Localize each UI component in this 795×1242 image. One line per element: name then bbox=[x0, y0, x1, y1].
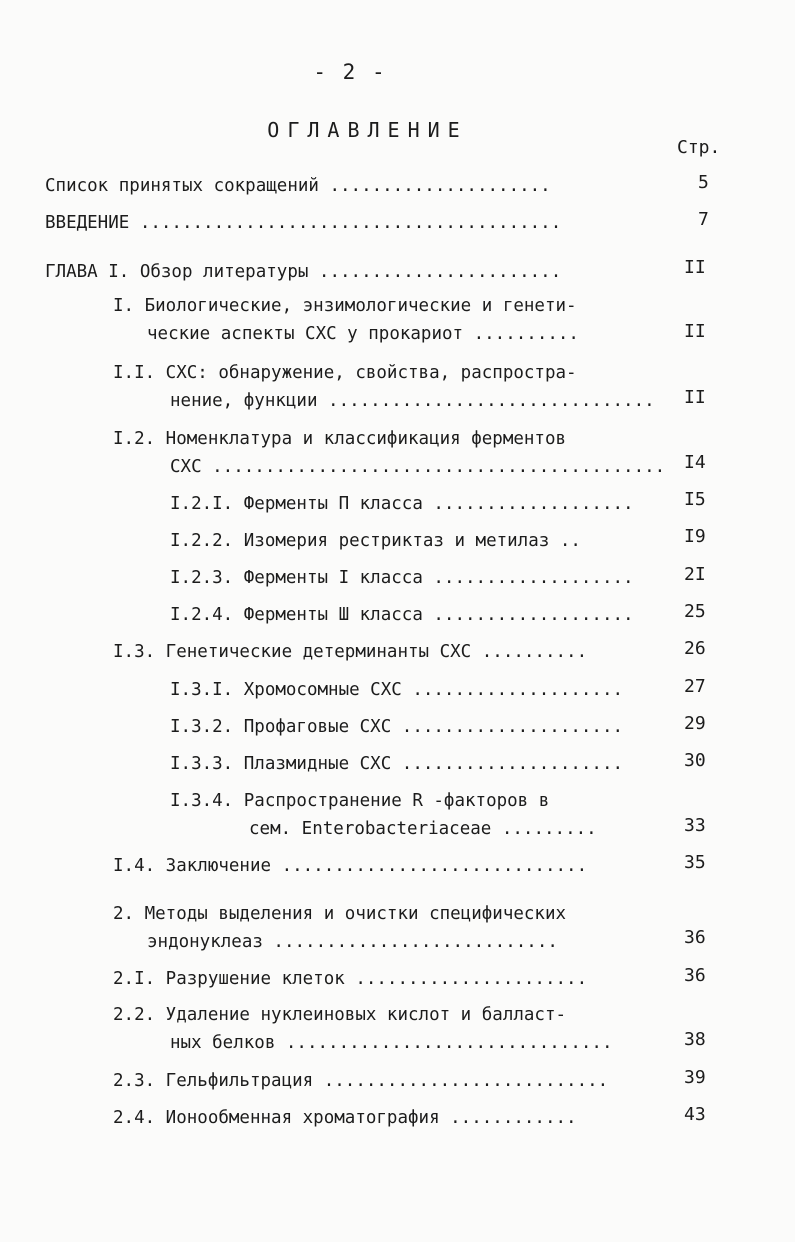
toc-entry-page: 29 bbox=[684, 713, 706, 734]
toc-entry-line: 2. Методы выделения и очистки специфических bbox=[113, 904, 567, 924]
toc-entry-line: I.3.2. Профаговые СХС ..................... bbox=[170, 717, 624, 737]
toc-entry-line: 2.2. Удаление нуклеиновых кислот и балласт- bbox=[113, 1005, 567, 1025]
toc-entry-page: 33 bbox=[684, 815, 706, 836]
toc-entry-line: I.2.2. Изомерия рестриктаз и метилаз .. bbox=[170, 531, 581, 551]
page-column-label: Стр. bbox=[677, 137, 721, 158]
toc-entry-line: нение, функции ............................... bbox=[170, 391, 655, 411]
toc-entry-line: Список принятых сокращений ..................... bbox=[45, 176, 551, 196]
toc-entry-line: I.3.3. Плазмидные СХС ..................... bbox=[170, 754, 624, 774]
toc-entry-line: I. Биологические, энзимологические и генети- bbox=[113, 296, 577, 316]
toc-entry-page: 30 bbox=[684, 750, 706, 771]
toc-entry-page: I9 bbox=[684, 526, 706, 547]
toc-entry-line: ных белков ............................... bbox=[170, 1033, 613, 1053]
toc-entry-line: I.2. Номенклатура и классификация ферментов bbox=[113, 429, 567, 449]
toc-entry-page: 36 bbox=[684, 965, 706, 986]
toc-entry-line: ческие аспекты СХС у прокариот .......... bbox=[147, 324, 579, 344]
toc-entry-page: I4 bbox=[684, 452, 706, 473]
toc-entry-line: I.3.I. Хромосомные СХС .................... bbox=[170, 680, 624, 700]
toc-entry-page: 38 bbox=[684, 1029, 706, 1050]
toc-entry-page: 39 bbox=[684, 1067, 706, 1088]
page-number: - 2 - bbox=[313, 60, 387, 84]
toc-entry-line: ГЛАВА I. Обзор литературы ....................... bbox=[45, 262, 562, 282]
toc-entry-page: 2I bbox=[684, 564, 706, 585]
toc-entry-line: I.3. Генетические детерминанты СХС .......... bbox=[113, 642, 588, 662]
toc-entry-line: I.4. Заключение ............................. bbox=[113, 856, 588, 876]
toc-entry-page: 7 bbox=[698, 209, 709, 230]
toc-entry-page: 27 bbox=[684, 676, 706, 697]
toc-entry-line: I.3.4. Распространение R -факторов в bbox=[170, 791, 550, 811]
toc-entry-line: ВВЕДЕНИЕ ........................................ bbox=[45, 213, 562, 233]
toc-entry-page: II bbox=[684, 257, 706, 278]
toc-entry-line: 2.I. Разрушение клеток ...................... bbox=[113, 969, 588, 989]
toc-entry-page: 43 bbox=[684, 1104, 706, 1125]
toc-entry-page: II bbox=[684, 387, 706, 408]
toc-entry-page: I5 bbox=[684, 489, 706, 510]
toc-entry-page: 25 bbox=[684, 601, 706, 622]
toc-entry-line: 2.3. Гельфильтрация ........................... bbox=[113, 1071, 609, 1091]
toc-entry-page: 26 bbox=[684, 638, 706, 659]
toc-entry-page: 35 bbox=[684, 852, 706, 873]
toc-entry-page: II bbox=[684, 321, 706, 342]
toc-entry-line: I.I. СХС: обнаружение, свойства, распростра- bbox=[113, 363, 577, 383]
toc-entry-line: I.2.4. Ферменты Ш класса ................... bbox=[170, 605, 634, 625]
toc-entry-line: СХС ........................................... bbox=[170, 457, 666, 477]
toc-entry-line: сем. Enterobacteriaceae ......... bbox=[249, 819, 597, 839]
toc-entry-line: 2.4. Ионообменная хроматография ............ bbox=[113, 1108, 577, 1128]
page-title: ОГЛАВЛЕНИЕ bbox=[267, 118, 468, 142]
toc-entry-line: I.2.3. Ферменты I класса ................... bbox=[170, 568, 634, 588]
toc-entry-line: эндонуклеаз ........................... bbox=[147, 932, 558, 952]
toc-entry-page: 36 bbox=[684, 927, 706, 948]
toc-entry-line: I.2.I. Ферменты П класса ................... bbox=[170, 494, 634, 514]
toc-entry-page: 5 bbox=[698, 172, 709, 193]
